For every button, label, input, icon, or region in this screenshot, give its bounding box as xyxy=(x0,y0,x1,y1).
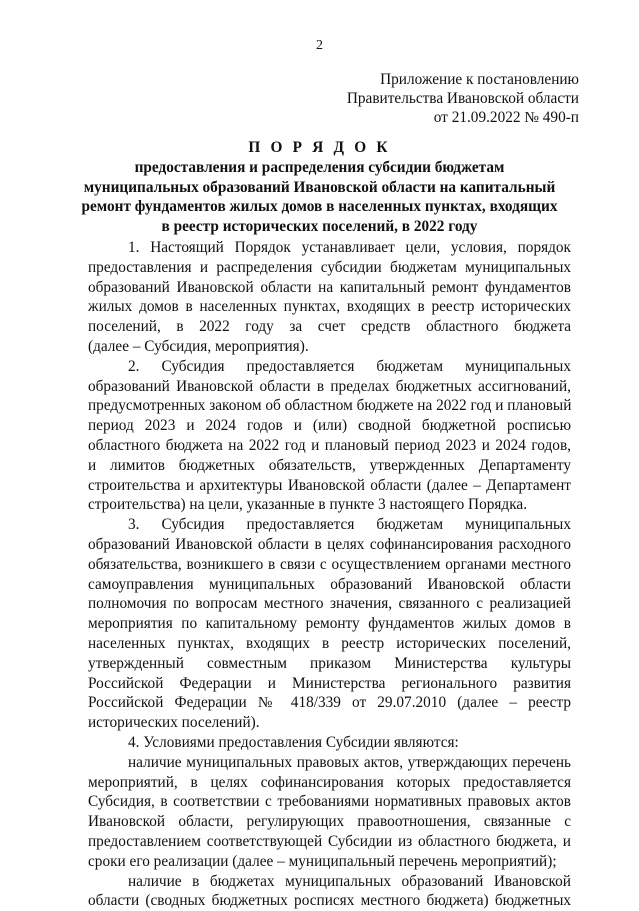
paragraph-2-line: строительства и архитектуры Ивановской области (далее – Департамент xyxy=(88,476,571,494)
appendix-line: от 21.09.2022 № 490-п xyxy=(433,109,579,126)
condition-1-line: предоставлением соответствующей Субсидии из областного бюджета, и xyxy=(88,832,571,850)
paragraph-3-line: исторических поселений). xyxy=(88,714,260,732)
paragraph-2-line: и лимитов бюджетных обязательств, утвержденных Департаменту xyxy=(88,456,571,474)
paragraph-3-line: населенных пунктах, входящих в реестр исторических поселений, xyxy=(88,634,571,652)
paragraph-2-line: 2. Субсидия предоставляется бюджетам муниципальных xyxy=(128,357,571,375)
paragraph-3-line: 3. Субсидия предоставляется бюджетам муниципальных xyxy=(128,516,571,534)
paragraph-1-line: жилых домов в населенных пунктах, входящих в реестр исторических xyxy=(88,298,571,316)
paragraph-2-line: образований Ивановской области в пределах бюджетных ассигнований, xyxy=(88,377,571,395)
subtitle-line: муниципальных образований Ивановской области на капитальный xyxy=(83,178,556,196)
appendix-line: Правительства Ивановской области xyxy=(346,90,579,107)
paragraph-4-line: 4. Условиями предоставления Субсидии являются: xyxy=(128,733,459,751)
paragraph-2-line: строительства) на цели, указанные в пункте 3 настоящего Порядка. xyxy=(88,496,528,514)
condition-1-line: мероприятий, в целях софинансирования которых предоставляется xyxy=(88,773,571,791)
paragraph-2-line: предусмотренных законом об областном бюджете на 2022 год и плановый xyxy=(88,397,571,415)
document-body xyxy=(88,238,571,911)
condition-1-line: наличие муниципальных правовых актов, утверждающих перечень xyxy=(128,753,571,771)
paragraph-3-line: образований Ивановской области в целях софинансирования расходного xyxy=(88,535,571,553)
paragraph-3-line: самоуправления муниципальных образований Ивановской области xyxy=(88,575,571,593)
condition-1-line: Субсидия, в соответствии с требованиями нормативных правовых актов xyxy=(88,793,571,811)
condition-1-line: Ивановской области, регулирующих правоотношения, связанные с xyxy=(88,813,571,831)
paragraph-3-line: Российской Федерации № 418/339 от 29.07.2010 (далее – реестр xyxy=(88,694,571,712)
paragraph-3-line: Российской Федерации и Министерства регионального развития xyxy=(88,674,571,692)
condition-2-line: области (сводных бюджетных росписях местного бюджета) бюджетных xyxy=(88,892,571,910)
paragraph-3-line: утвержденный совместным приказом Министерства культуры xyxy=(88,654,571,672)
paragraph-1-line: (далее – Субсидия, мероприятия). xyxy=(88,337,309,355)
appendix-note xyxy=(347,70,579,127)
paragraph-3-line: полномочия по вопросам местного значения, связанного с реализацией xyxy=(88,595,571,613)
paragraph-1-line: образований Ивановской области на капитальный ремонт фундаментов xyxy=(88,278,571,296)
paragraph-2-line: областного бюджета на 2022 год и плановый период 2023 и 2024 годов, xyxy=(88,436,571,454)
paragraph-3-line: обязательства, возникшего в связи с осуществлением органами местного xyxy=(88,555,571,573)
subtitle-line: предоставления и распределения субсидии бюджетам xyxy=(134,159,505,176)
document-subtitle xyxy=(0,158,639,236)
condition-1-line: сроки его реализации (далее – муниципальный перечень мероприятий); xyxy=(88,852,557,870)
appendix-line: Приложение к постановлению xyxy=(380,71,579,88)
paragraph-1-line: 1. Настоящий Порядок устанавливает цели, условия, порядок xyxy=(128,239,571,256)
paragraph-3-line: мероприятия по капитальному ремонту фундаментов жилых домов в xyxy=(88,615,571,633)
paragraph-1-line: поселений, в 2022 году за счет средств областного бюджета xyxy=(88,318,571,336)
page-number: 2 xyxy=(316,38,323,53)
subtitle-line: ремонт фундаментов жилых домов в населенных пунктах, входящих xyxy=(81,198,558,215)
paragraph-1-line: предоставления и распределения субсидии бюджетам муниципальных xyxy=(88,258,571,276)
document-title: П О Р Я Д О К xyxy=(248,139,391,156)
paragraph-2-line: период 2023 и 2024 годов и (или) сводной бюджетной росписью xyxy=(88,417,571,435)
subtitle-line: в реестр исторических поселений, в 2022 году xyxy=(161,217,478,235)
condition-2-line: наличие в бюджетах муниципальных образований Ивановской xyxy=(128,872,571,890)
